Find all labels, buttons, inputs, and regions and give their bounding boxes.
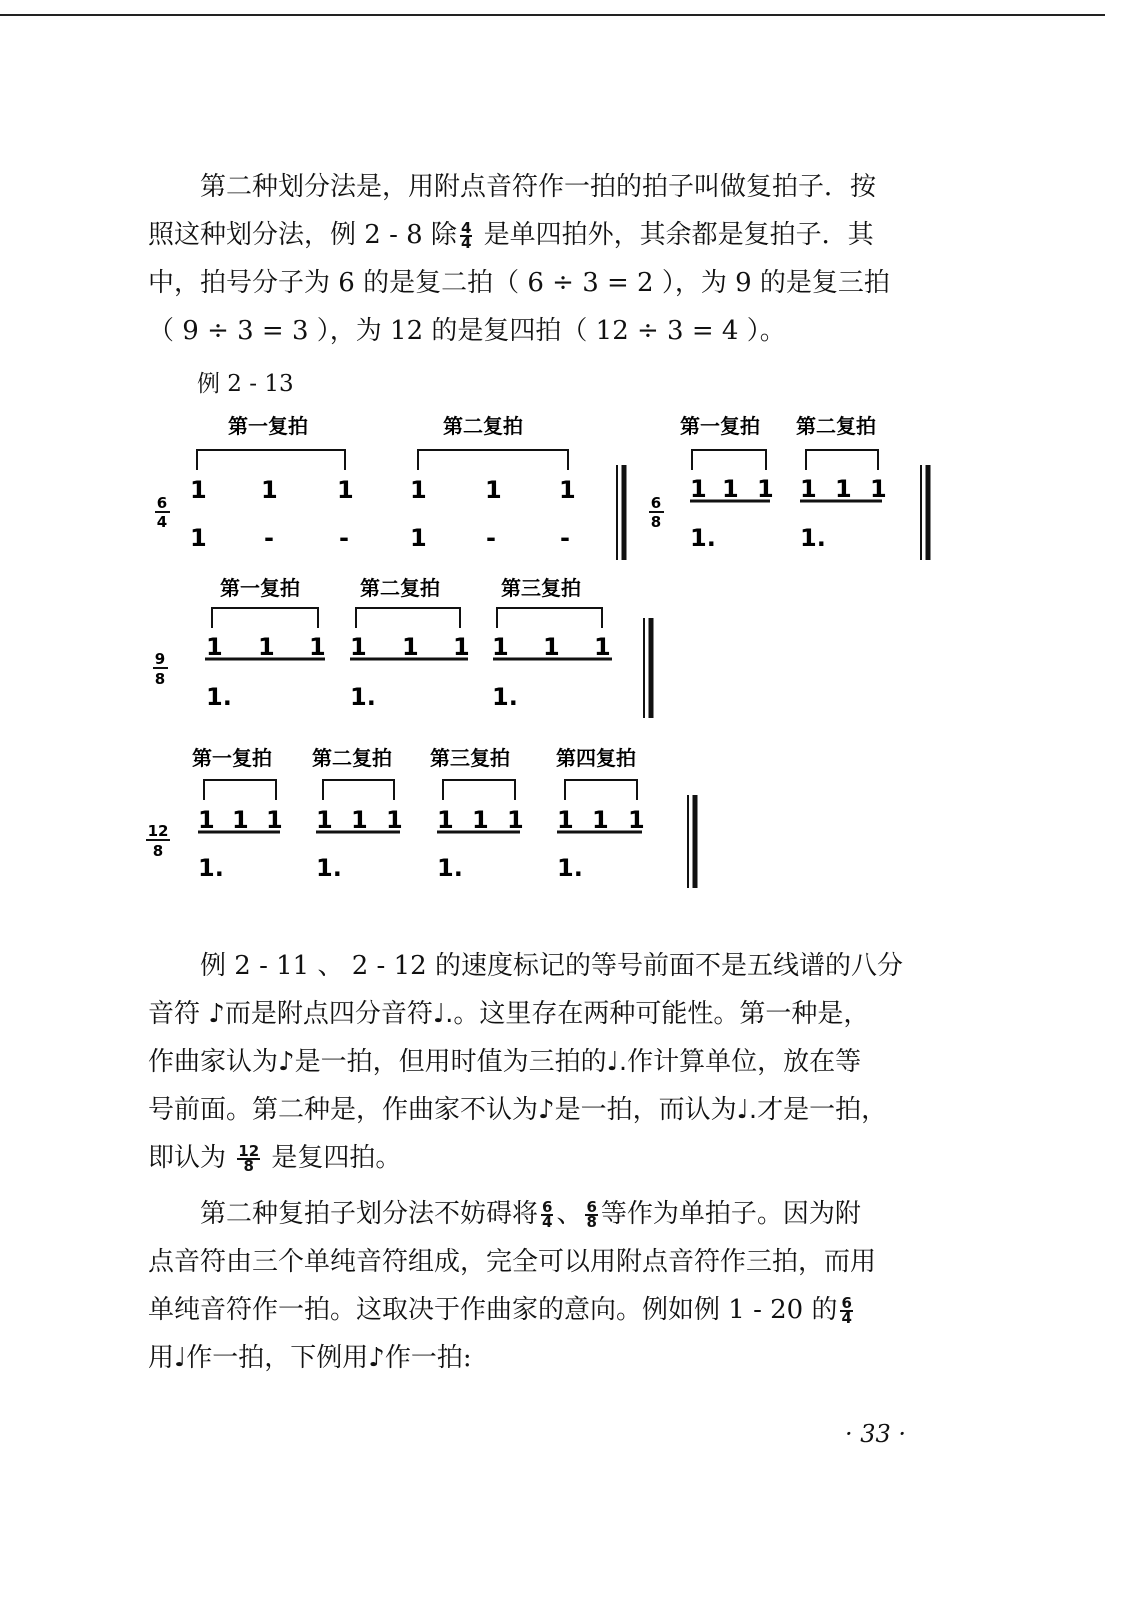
- para2-text: 。这里存在两种可能性。第一种是，: [453, 999, 870, 1029]
- para3-line-4: [148, 1334, 948, 1382]
- intro-line-2-text: 照这种划分法，例 2 - 8 除: [148, 220, 457, 250]
- ts-numerator: 6: [650, 494, 662, 512]
- eighth-note-icon: ♪: [538, 1095, 555, 1125]
- row2-lower: [206, 683, 518, 711]
- beat-bracket: [323, 780, 394, 800]
- note: 1: [351, 806, 368, 834]
- note: 1: [261, 476, 278, 504]
- dotted-note: 1.: [690, 524, 716, 552]
- para2-line-4: [148, 1086, 948, 1134]
- dotted-quarter-note-icon: ♩.: [432, 999, 454, 1029]
- ts-numerator: 6: [156, 494, 168, 512]
- fraction-denominator: 8: [586, 1213, 597, 1231]
- row1-left-lower: [190, 524, 570, 552]
- note: 1: [316, 806, 333, 834]
- note: 1: [557, 806, 574, 834]
- fraction-denominator: 4: [542, 1213, 553, 1231]
- ts-denominator: 8: [650, 513, 662, 531]
- fraction-numerator: 6: [841, 1294, 852, 1312]
- dotted-note: 1.: [206, 683, 232, 711]
- quarter-note-icon: ♩: [174, 1343, 187, 1373]
- dotted-note: 1.: [557, 854, 583, 882]
- intro-line-1: 第二种划分法是，用附点音符作一拍的拍子叫做复拍子．按: [200, 172, 877, 202]
- para2-line-3: [148, 1038, 948, 1086]
- note: 1: [410, 524, 427, 552]
- row1-right-upper: [690, 475, 887, 503]
- note: 1: [628, 806, 645, 834]
- example-label: 例 2 - 13: [197, 371, 294, 397]
- beat-bracket: [497, 608, 602, 628]
- beat-label-2: 第二复拍: [796, 414, 876, 438]
- beat-label-1: 第一复拍: [192, 746, 272, 770]
- intro-line-4: （ 9 ÷ 3 = 3 ），为 12 的是复四拍（ 12 ÷ 3 = 4 ）。: [148, 316, 786, 346]
- note: 1: [543, 633, 560, 661]
- note: 1: [559, 476, 576, 504]
- row3-upper: [198, 806, 645, 834]
- para2-line-5: [148, 1134, 948, 1182]
- beat-label-1: 第一复拍: [228, 414, 308, 438]
- note: 1: [722, 475, 739, 503]
- para2-text: 是一拍，而认为: [554, 1095, 737, 1125]
- para3-text: 、: [556, 1199, 583, 1229]
- beat-bracket: [204, 780, 276, 800]
- beat-bracket: [197, 450, 345, 470]
- row3-lower: [198, 854, 583, 882]
- intro-line-3: 中，拍号分子为 6 的是复二拍（ 6 ÷ 3 = 2 ），为 9 的是复三拍: [148, 268, 890, 298]
- para2-text: 而是附点四分音符: [224, 999, 433, 1029]
- para3-text: 第二种复拍子划分法不妨碍将: [200, 1199, 539, 1229]
- note: 1: [266, 806, 283, 834]
- beat-bracket: [418, 450, 568, 470]
- beat-bracket: [692, 450, 766, 470]
- row1-right-lower: [690, 524, 826, 552]
- note: 1: [472, 806, 489, 834]
- para2-text: 即认为: [148, 1143, 227, 1173]
- note: 1: [309, 633, 326, 661]
- beat-bracket: [443, 780, 515, 800]
- note: 1: [594, 633, 611, 661]
- fraction-numerator: 6: [542, 1198, 553, 1216]
- paragraph-2: [148, 942, 948, 1182]
- fraction-numerator: 6: [586, 1198, 597, 1216]
- fraction-denominator: 4: [460, 234, 472, 252]
- time-signature-fraction: [840, 1294, 852, 1327]
- beat-label-3: 第三复拍: [430, 746, 510, 770]
- dash: -: [264, 524, 274, 552]
- page-number: · 33 ·: [845, 1420, 907, 1448]
- fraction-numerator: 4: [460, 219, 472, 237]
- dotted-note: 1.: [350, 683, 376, 711]
- note: 1: [453, 633, 470, 661]
- ts-denominator: 8: [152, 842, 164, 860]
- note: 1: [190, 524, 207, 552]
- intro-line-2-text-b: 是单四拍外，其余都是复拍子．其: [475, 220, 874, 250]
- beat-label-2: 第二复拍: [443, 414, 523, 438]
- dotted-note: 1.: [492, 683, 518, 711]
- eighth-note-icon: ♪: [208, 999, 225, 1029]
- para2-line-1: 例 2 - 11 、 2 - 12 的速度标记的等号前面不是五线谱的八分: [200, 951, 903, 981]
- ts-denominator: 8: [154, 670, 166, 688]
- note: 1: [437, 806, 454, 834]
- beat-label-3: 第三复拍: [501, 576, 581, 600]
- note: 1: [190, 476, 207, 504]
- note: 1: [337, 476, 354, 504]
- ts-numerator: 9: [154, 650, 166, 668]
- para3-line-1: [148, 1190, 948, 1238]
- note: 1: [592, 806, 609, 834]
- dash: -: [339, 524, 349, 552]
- para2-line-2: [148, 990, 948, 1038]
- note: 1: [835, 475, 852, 503]
- dash: -: [486, 524, 496, 552]
- fraction-denominator: 4: [841, 1309, 852, 1327]
- beat-label-1: 第一复拍: [680, 414, 760, 438]
- dotted-quarter-note-icon: ♩.: [736, 1095, 758, 1125]
- note: 1: [507, 806, 524, 834]
- time-signature-fraction: [237, 1142, 260, 1175]
- beat-bracket: [565, 780, 637, 800]
- para3-line-3: [148, 1286, 948, 1334]
- dash: -: [560, 524, 570, 552]
- dotted-note: 1.: [800, 524, 826, 552]
- ts-numerator: 12: [147, 822, 169, 840]
- beat-label-1: 第一复拍: [220, 576, 300, 600]
- dotted-note: 1.: [198, 854, 224, 882]
- note: 1: [258, 633, 275, 661]
- note: 1: [198, 806, 215, 834]
- beat-label-2: 第二复拍: [360, 576, 440, 600]
- ts-denominator: 4: [156, 513, 168, 531]
- row1-left-upper: [190, 476, 576, 504]
- para3-text: 作一拍，下例用: [186, 1343, 369, 1373]
- beat-bracket: [806, 450, 878, 470]
- dotted-note: 1.: [316, 854, 342, 882]
- dotted-note: 1.: [437, 854, 463, 882]
- eighth-note-icon: ♪: [278, 1047, 295, 1077]
- time-signature-fraction: [541, 1198, 553, 1231]
- para2-text: 才是一拍，: [757, 1095, 888, 1125]
- note: 1: [800, 475, 817, 503]
- note: 1: [485, 476, 502, 504]
- note: 1: [232, 806, 249, 834]
- para3-text: 作一拍:: [384, 1343, 472, 1373]
- para2-text: 是复四拍。: [263, 1143, 402, 1173]
- note: 1: [870, 475, 887, 503]
- beat-bracket: [356, 608, 460, 628]
- paragraph-3: [148, 1190, 948, 1382]
- para2-text: 号前面。第二种是，作曲家不认为: [148, 1095, 539, 1125]
- para3-text: 等作为单拍子。因为附: [600, 1199, 861, 1229]
- para3-text: 用: [148, 1343, 175, 1373]
- time-signature-fraction: [585, 1198, 597, 1231]
- note: 1: [206, 633, 223, 661]
- dotted-quarter-note-icon: ♩.: [606, 1047, 628, 1077]
- note: 1: [410, 476, 427, 504]
- fraction-numerator: 12: [238, 1142, 260, 1160]
- note: 1: [402, 633, 419, 661]
- para2-text: 作计算单位，放在等: [627, 1047, 862, 1077]
- note: 1: [492, 633, 509, 661]
- beat-bracket: [212, 608, 318, 628]
- note: 1: [690, 475, 707, 503]
- row2-upper: [206, 633, 611, 661]
- fraction-denominator: 8: [243, 1157, 254, 1175]
- para3-line-2: 点音符由三个单纯音符组成，完全可以用附点音符作三拍，而用: [148, 1247, 877, 1277]
- beat-label-4: 第四复拍: [556, 746, 636, 770]
- para2-text: 音符: [148, 999, 201, 1029]
- para2-text: 是一拍，但用时值为三拍的: [294, 1047, 607, 1077]
- para2-text: 作曲家认为: [148, 1047, 279, 1077]
- note: 1: [757, 475, 774, 503]
- eighth-note-icon: ♪: [368, 1343, 385, 1373]
- note: 1: [350, 633, 367, 661]
- para3-text: 单纯音符作一拍。这取决于作曲家的意向。例如例 1 - 20 的: [148, 1295, 838, 1325]
- beat-label-2: 第二复拍: [312, 746, 392, 770]
- note: 1: [386, 806, 403, 834]
